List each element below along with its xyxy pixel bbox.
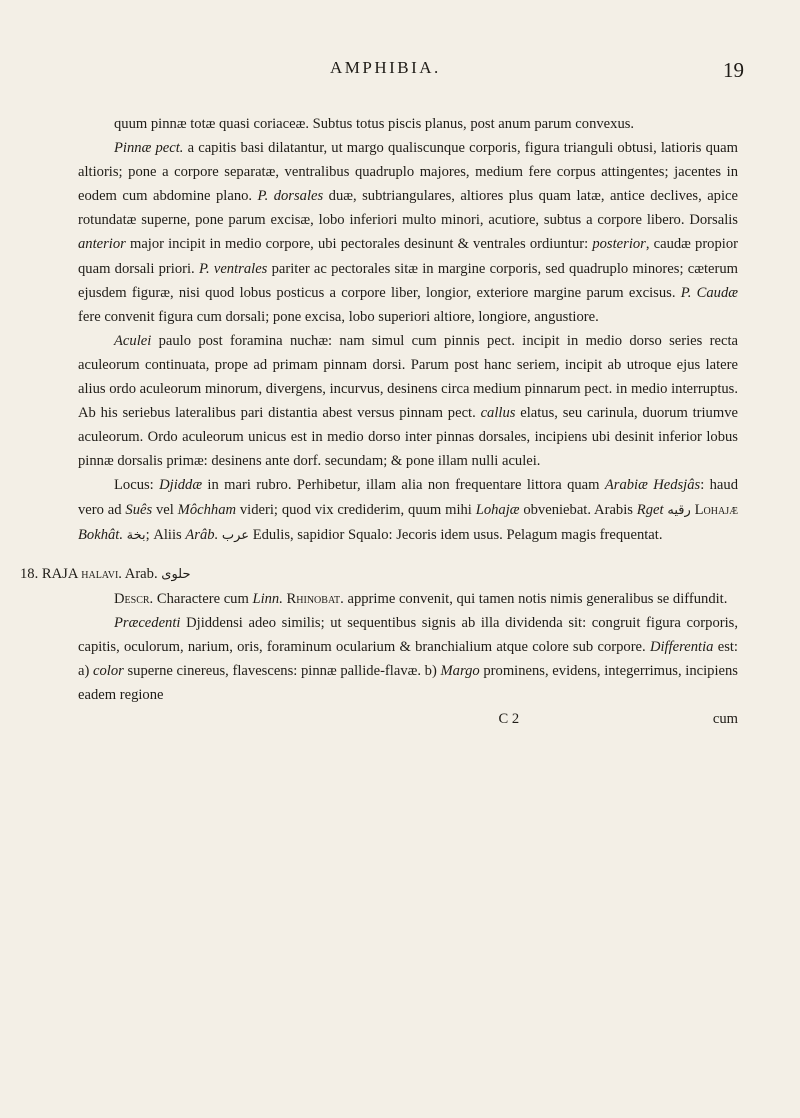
arabic-word: بخة bbox=[126, 527, 146, 543]
paragraph-description: Descr. Charactere cum Linn. Rhinobat. apprime convenit, qui tamen notis nimis generalibus se diffundit. bbox=[114, 590, 728, 607]
section-gap bbox=[78, 548, 738, 562]
signature-mark: C 2 bbox=[498, 711, 520, 728]
paragraph-pinnae: Pinnæ pect. a capitis basi dilatantur, ut margo qualiscunque corporis, figura trianguli obtusi, latioris quam altioris; pone a corpore separatæ, ventralibus quadruplo majores, medium fere corpus attingentes; jacentes in eodem cum abdomine plano. P. dorsales duæ, subtriangulares, altiores plus quam latæ, antice declives, apice rotundatæ superne, pone parum excisæ, lobo inferiori multo minori, acutiore, subtus a corpore libero. Dorsalis anterior major incipit in medio corpore, ubi pectorales desinunt & ventrales ordiuntur: posterior, caudæ propior quam dorsali priori. P. ventrales pariter ac pectorales sitæ in margine corporis, sed quadruplo minores; cæterum ejusdem figuræ, nisi quod lobus posticus a corpore liber, longior, exteriore margine parum excisus. P. Caudæ fere convenit figura cum dorsali; pone excisa, lobo superiori altiore, longiore, angustiore. bbox=[78, 140, 738, 325]
page-header bbox=[0, 58, 800, 92]
arabic-word: عرب bbox=[221, 527, 250, 543]
page-number: 19 bbox=[723, 58, 744, 82]
running-title: AMPHIBIA. bbox=[330, 58, 441, 77]
paragraph-differentia: Præcedenti Djiddensi adeo similis; ut sequentibus signis ab illa dividenda sit: congruit figura corporis, capitis, oculorum, narium, oris, foraminum ocularium & branchialium atque colore sub corpore. Differentia est: a) color superne cinereus, flavescens: pinnæ pallide-flavæ. b) Margo prominens, evidens, integerrimus, incipiens eadem regione bbox=[78, 614, 738, 704]
arabic-word: رقيه bbox=[667, 502, 691, 518]
species-heading: 18. RAJA halavi. Arab. حلوى bbox=[20, 565, 191, 582]
paragraph-continuation: quum pinnæ totæ quasi coriaceæ. Subtus totus piscis planus, post anum parum convexus. bbox=[114, 116, 635, 132]
catchword: cum bbox=[712, 711, 738, 728]
page-footer bbox=[78, 707, 738, 731]
body-text bbox=[20, 112, 738, 731]
arabic-word: حلوى bbox=[161, 566, 191, 582]
paragraph-locus: Locus: Djiddæ in mari rubro. Perhibetur, illam alia non frequentare littora quam Arabiæ Hedsjâs: haud vero ad Suês vel Môchham videri; quod vix crediderim, quum mihi Lohajæ obveniebat. Arabis Rget رقيه Lohajæ Bokhât. بخة; Aliis Arâb. عرب Edulis, sapidior Squalo: Jecoris idem usus. Pelagum magis frequentat. bbox=[78, 477, 738, 543]
paragraph-aculei: Aculei paulo post foramina nuchæ: nam simul cum pinnis pect. incipit in medio dorso series recta aculeorum continuata, prope ad primam pinnam dorsi. Parum post hanc seriem, incipit ab utroque ejus latere alius ordo aculeorum minorum, divergens, incurvus, desinens circa medium pinnarum pect. in medio interruptus. Ab his seriebus lateralibus pari distantia abest versus pinnam pect. callus elatus, seu carinula, duorum triumve aculeorum. Ordo aculeorum unicus est in medio dorso inter pinnas dorsales, incipiens ubi desinit inferior lobus pinnæ dorsalis primæ: desinens ante dorf. secundam; & pone illam nulli aculei. bbox=[78, 332, 738, 470]
